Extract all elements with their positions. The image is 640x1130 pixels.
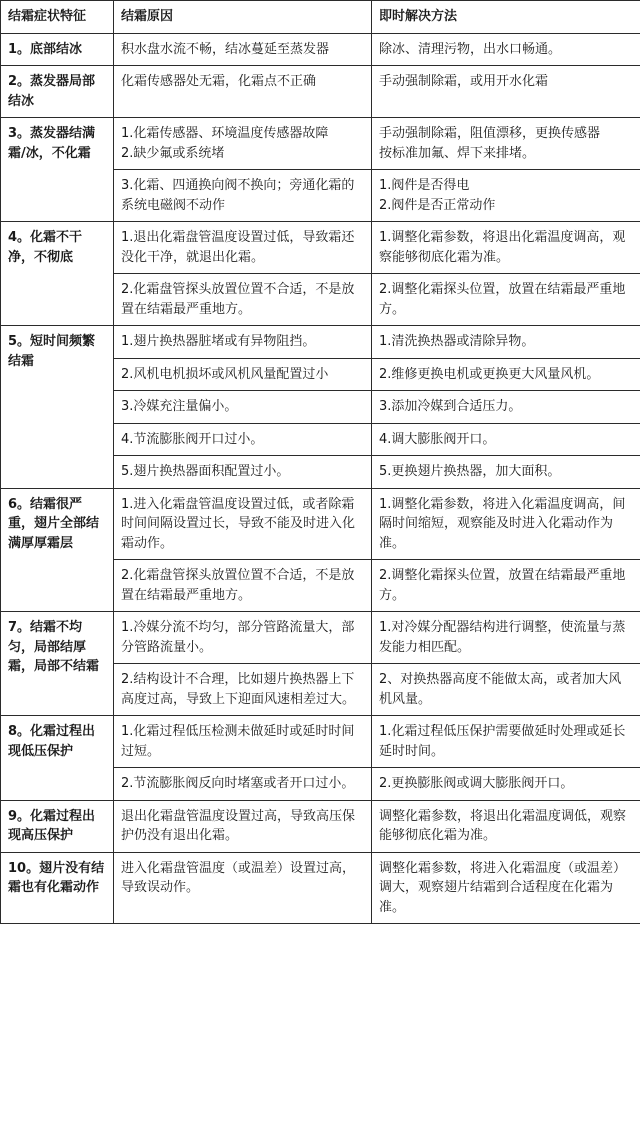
cause-cell [114,716,372,768]
cause-line: 4.节流膨胀阀开口过小。 [121,431,264,447]
cause-cell [114,800,372,852]
symptom-line: 10。翅片没有结霜也有化霜动作 [8,860,105,895]
solution-cell [372,852,640,924]
solution-cell [372,274,640,326]
symptom-cell [1,612,114,716]
symptom-line: 5。短时间频繁结霜 [8,334,96,369]
solution-cell [372,768,640,801]
symptom-cell [1,488,114,612]
header-solution: 即时解决方法 [372,1,640,34]
solution-line: 2.调整化霜探头位置，放置在结霜最严重地方。 [379,282,626,317]
cause-cell [114,768,372,801]
cause-cell [114,456,372,489]
symptom-cell [1,326,114,489]
cause-cell [114,170,372,222]
solution-line: 除冰、清理污物，出水口畅通。 [379,41,562,57]
table-row [1,716,640,768]
cause-line: 1.翅片换热器脏堵或有异物阻挡。 [121,334,316,349]
solution-line: 手动强制除霜，阻值漂移，更换传感器 [379,126,601,141]
table-row [1,800,640,852]
solution-line: 手动强制除霜，或用开水化霜 [379,74,549,89]
cause-cell [114,33,372,66]
solution-line: 4.调大膨胀阀开口。 [379,431,496,447]
table-row [1,118,640,170]
solution-cell [372,800,640,852]
solution-cell [372,664,640,716]
cause-line: 2.缺少氟或系统堵 [121,145,225,161]
solution-line: 2.调整化霜探头位置，放置在结霜最严重地方。 [379,568,626,603]
solution-line: 1.阀件是否得电 [379,178,470,193]
cause-cell [114,852,372,924]
symptom-line: 6。结霜很严重，翅片全部结满厚厚霜层 [8,496,100,551]
cause-line: 2.化霜盘管探头放置位置不合适，不是放置在结霜最严重地方。 [121,568,355,603]
cause-line: 3.化霜、四通换向阀不换向；旁通化霜的系统电磁阀不动作 [121,178,355,213]
cause-cell [114,664,372,716]
table-row [1,612,640,664]
symptom-cell [1,852,114,924]
symptom-line: 3。蒸发器结满霜/冰，不化霜 [8,126,96,161]
symptom-cell [1,66,114,118]
cause-line: 5.翅片换热器面积配置过小。 [121,464,290,479]
cause-line: 1.化霜过程低压检测未做延时或延时时间过短。 [121,724,355,759]
table-row [1,222,640,274]
cause-line: 积水盘水流不畅，结冰蔓延至蒸发器 [121,41,330,57]
symptom-line: 2。蒸发器局部结冰 [8,74,96,109]
solution-line: 2.维修更换电机或更换更大风量风机。 [379,366,600,382]
solution-line: 1.调整化霜参数，将退出化霜温度调高，观察能够彻底化霜为准。 [379,230,626,265]
cause-cell [114,612,372,664]
solution-line: 3.添加冷媒到合适压力。 [379,399,522,414]
symptom-line: 9。化霜过程出现高压保护 [8,808,96,843]
cause-line: 化霜传感器处无霜，化霜点不正确 [121,74,317,89]
symptom-line: 4。化霜不干净，不彻底 [8,230,83,265]
solution-line: 调整化霜参数，将退出化霜温度调低，观察能够彻底化霜为准。 [379,808,627,843]
solution-line: 2.阀件是否正常动作 [379,197,496,213]
table-row [1,488,640,560]
solution-cell [372,423,640,456]
symptom-line: 7。结霜不均匀，局部结厚霜，局部不结霜 [8,620,100,674]
cause-line: 1.冷媒分流不均匀，部分管路流量大，部分管路流量小。 [121,620,355,655]
header-symptom: 结霜症状特征 [1,1,114,34]
cause-cell [114,423,372,456]
solution-cell [372,326,640,359]
cause-cell [114,326,372,359]
solution-line: 按标准加氟、焊下来排堵。 [379,145,536,161]
symptom-cell [1,222,114,326]
cause-line: 退出化霜盘管温度设置过高，导致高压保护仍没有退出化霜。 [121,808,356,843]
solution-line: 2.更换膨胀阀或调大膨胀阀开口。 [379,776,574,791]
cause-cell [114,66,372,118]
cause-line: 进入化霜盘管温度（或温差）设置过高，导致误动作。 [121,860,356,895]
solution-cell [372,358,640,391]
solution-cell [372,33,640,66]
cause-line: 1.退出化霜盘管温度设置过低，导致霜还没化干净，就退出化霜。 [121,230,355,265]
solution-cell [372,612,640,664]
cause-cell [114,391,372,424]
solution-line: 5.更换翅片换热器，加大面积。 [379,464,561,479]
solution-line: 调整化霜参数，将进入化霜温度（或温差）调大，观察翅片结霜到合适程度在化霜为准。 [379,860,627,915]
cause-cell [114,222,372,274]
cause-cell [114,274,372,326]
solution-cell [372,456,640,489]
cause-line: 2.结构设计不合理，比如翅片换热器上下高度过高，导致上下迎面风速相差过大。 [121,672,356,707]
cause-line: 2.化霜盘管探头放置位置不合适，不是放置在结霜最严重地方。 [121,282,355,317]
symptom-cell [1,716,114,801]
solution-cell [372,560,640,612]
cause-cell [114,488,372,560]
solution-line: 1.清洗换热器或清除异物。 [379,334,535,349]
table-row [1,852,640,924]
cause-line: 2.节流膨胀阀反向时堵塞或者开口过小。 [121,776,355,791]
cause-cell [114,118,372,170]
cause-line: 2.风机电机损坏或风机风量配置过小 [121,366,329,382]
cause-line: 3.冷媒充注量偏小。 [121,399,238,414]
solution-cell [372,716,640,768]
cause-line: 1.化霜传感器、环境温度传感器故障 [121,126,329,141]
solution-cell [372,170,640,222]
solution-line: 1.调整化霜参数，将进入化霜温度调高，间隔时间缩短，观察能及时进入化霜动作为准。 [379,496,626,551]
solution-cell [372,488,640,560]
solution-line: 1.化霜过程低压保护需要做延时处理或延长延时时间。 [379,724,626,759]
cause-cell [114,560,372,612]
solution-cell [372,222,640,274]
table-row [1,326,640,359]
symptom-cell [1,800,114,852]
header-cause: 结霜原因 [114,1,372,34]
cause-line: 1.进入化霜盘管温度设置过低，或者除霜时间间隔设置过长，导致不能及时进入化霜动作。 [121,496,356,551]
symptom-cell [1,33,114,66]
solution-cell [372,391,640,424]
symptom-line: 8。化霜过程出现低压保护 [8,724,96,759]
table-row [1,66,640,118]
table-header-row [1,1,640,34]
symptom-cell [1,118,114,222]
cause-cell [114,358,372,391]
solution-cell [372,66,640,118]
symptom-line: 1。底部结冰 [8,41,83,57]
solution-line: 2、对换热器高度不能做太高，或者加大风机风量。 [379,672,622,707]
table-row [1,33,640,66]
solution-cell [372,118,640,170]
solution-line: 1.对冷媒分配器结构进行调整，使流量与蒸发能力相匹配。 [379,620,626,655]
